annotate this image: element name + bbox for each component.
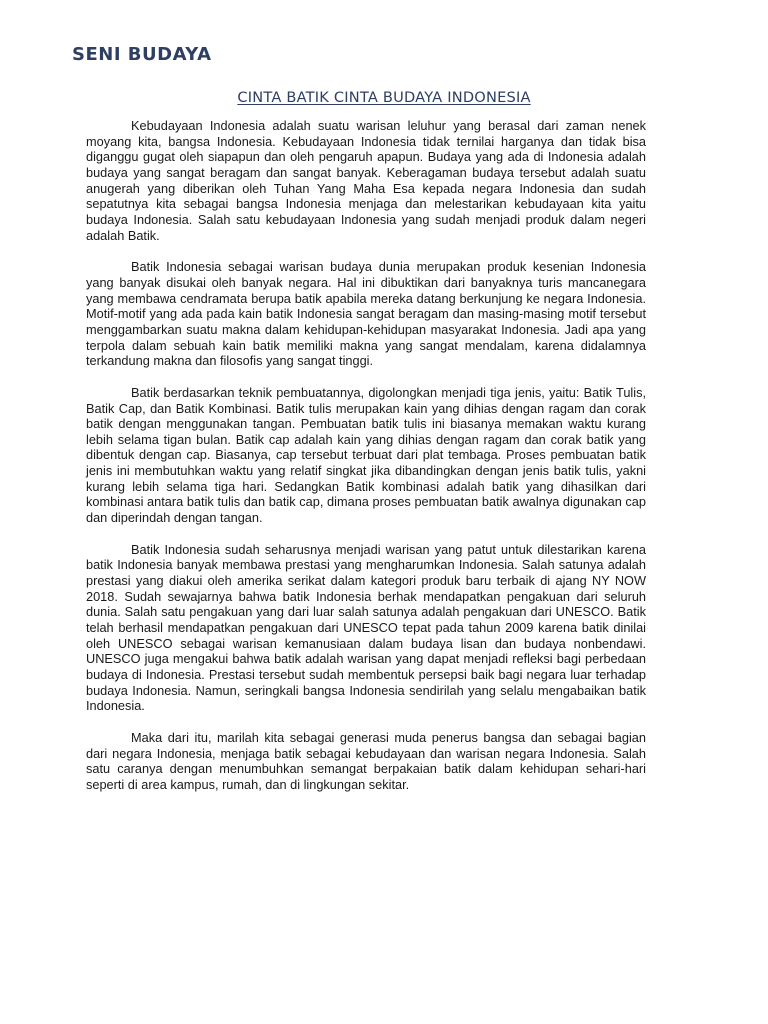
paragraph-2: Batik Indonesia sebagai warisan budaya dunia merupakan produk kesenian Indonesia yang banyak disukai oleh banyak negara. Hal ini dibuktikan dari banyaknya turis mancanegara yang membawa cendramata berupa batik apabila mereka datang berkunjung ke negara Indonesia. Motif-motif yang ada pada kain batik Indonesia sangat beragam dan masing-masing motif tersebut menggambarkan suatu makna dalam kehidupan-kehidupan masyarakat Indonesia. Jadi apa yang terpola dalam sebuah kain batik memiliki makna yang sangat mendalam, karena didalamnya terkandung makna dan filosofis yang sangat tinggi.: [86, 259, 646, 369]
document-title: [0, 82, 768, 109]
section-heading: SENI BUDAYA: [72, 44, 212, 65]
paragraph-4: Batik Indonesia sudah seharusnya menjadi warisan yang patut untuk dilestarikan karena batik Indonesia banyak membawa prestasi yang mengharumkan Indonesia. Salah satunya adalah prestasi yang diakui oleh amerika serikat dalam kategori produk baru terbaik di ajang NY NOW 2018. Sudah sewajarnya bahwa batik Indonesia berhak mendapatkan pengakuan dari seluruh dunia. Salah satu pengakuan yang dari luar salah satunya adalah pengakuan dari UNESCO. Batik telah berhasil mendapatkan pengakuan dari UNESCO tepat pada tahun 2009 karena batik dinilai oleh UNESCO sebagai warisan kemanusiaan dalam budaya lisan dan budaya nonbendawi. UNESCO juga mengakui bahwa batik adalah warisan yang dapat menjadi refleksi bagi perbedaan budaya di Indonesia. Prestasi tersebut sudah membentuk persepsi baik bagi negara luar terhadap budaya Indonesia. Namun, seringkali bangsa Indonesia sendirilah yang selalu mengabaikan batik Indonesia.: [86, 541, 646, 714]
paragraph-3: Batik berdasarkan teknik pembuatannya, digolongkan menjadi tiga jenis, yaitu: Batik Tulis, Batik Cap, dan Batik Kombinasi. Batik tulis merupakan kain yang dihias dengan ragam dan corak batik dengan menggunakan tangan. Pembuatan batik tulis ini biasanya memakan waktu kurang lebih selama tigan bulan. Batik cap adalah kain yang dihias dengan ragam dan corak batik yang dibentuk dengan cap. Biasanya, cap tersebut terbuat dari plat tembaga. Proses pembuatan batik jenis ini membutuhkan waktu yang relatif singkat jika dibandingkan dengan jenis batik tulis, yakni kurang lebih selama tiga hari. Sedangkan Batik kombinasi adalah batik yang dihasilkan dari kombinasi antara batik tulis dan batik cap, dimana proses pembuatan batik awalnya digunakan cap dan diperindah dengan tangan.: [86, 384, 646, 526]
paragraph-1: Kebudayaan Indonesia adalah suatu warisan leluhur yang berasal dari zaman nenek moyang kita, bangsa Indonesia. Kebudayaan Indonesia tidak ternilai harganya dan tidak bisa diganggu gugat oleh siapapun dan oleh pengaruh apapun. Budaya yang ada di Indonesia adalah budaya yang sangat beragam dan sangat banyak. Keberagaman budaya tersebut adalah suatu anugerah yang diberikan oleh Tuhan Yang Maha Esa kepada negara Indonesia dan sudah sepatutnya kita sebagai bangsa Indonesia menjaga dan melestarikan kebudayaan kita yaitu budaya Indonesia. Salah satu kebudayaan Indonesia yang sudah menjadi produk dalam negeri adalah Batik.: [86, 118, 646, 243]
document-title-text: CINTA BATIK CINTA BUDAYA INDONESIA: [237, 89, 531, 106]
paragraph-5: Maka dari itu, marilah kita sebagai generasi muda penerus bangsa dan sebagai bagian dari negara Indonesia, menjaga batik sebagai kebudayaan dan warisan negara Indonesia. Salah satu caranya dengan menumbuhkan semangat berpakaian batik dalam kehidupan sehari-hari seperti di area kampus, rumah, dan di lingkungan sekitar.: [86, 729, 646, 792]
article-body: [86, 118, 646, 809]
